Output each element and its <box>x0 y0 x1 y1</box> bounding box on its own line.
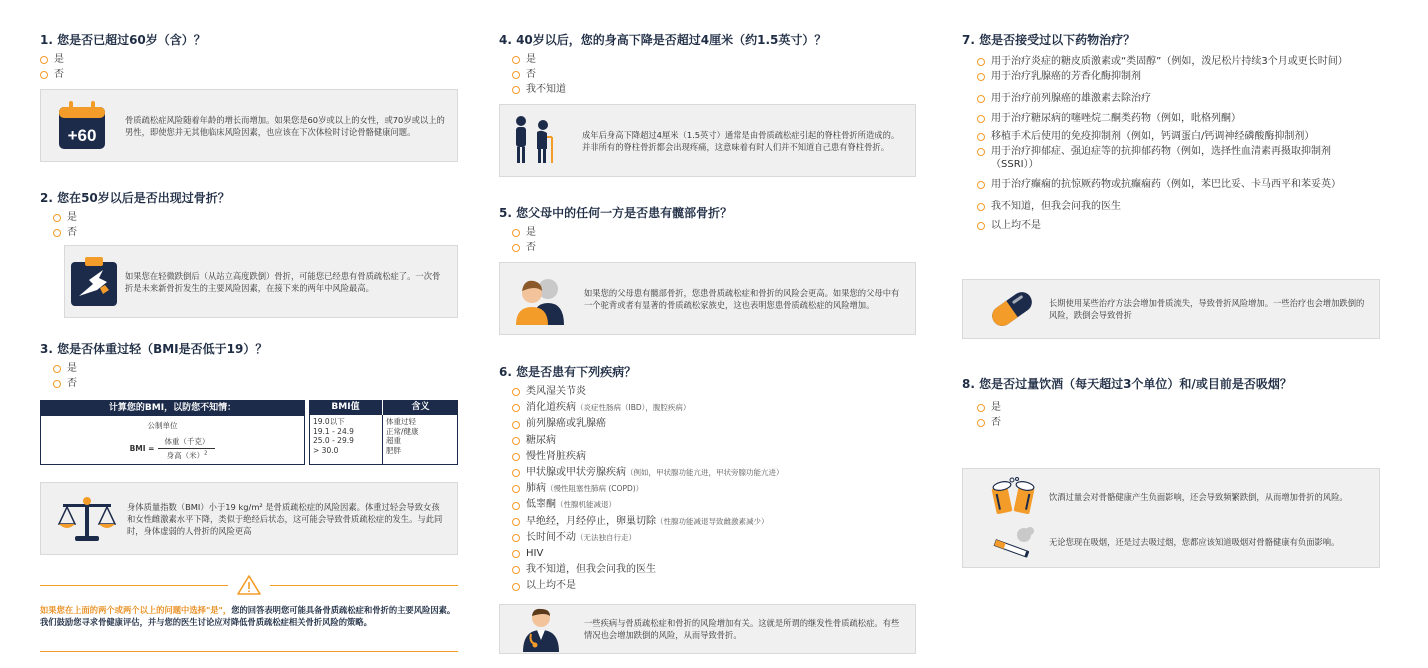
question-1 <box>40 31 206 82</box>
radio-button[interactable] <box>53 214 61 222</box>
q6-option[interactable]: 低睾酮 （性腺机能减退） <box>512 497 784 513</box>
q6-option[interactable]: 前列腺癌或乳腺癌 <box>512 416 784 432</box>
q4-info-box <box>499 104 916 177</box>
radio-button[interactable] <box>977 404 985 412</box>
q6-option[interactable]: 我不知道，但我会问我的医生 <box>512 562 784 578</box>
fracture-clipboard-icon <box>65 256 121 308</box>
radio-button[interactable] <box>53 229 61 237</box>
q6-option[interactable]: 以上均不是 <box>512 578 784 594</box>
q1-info-text: 骨质疏松症风险随着年龄的增长而增加。如果您是60岁或以上的女性，或70岁或以上的男性，即使您并无其他临床风险因素，也应该在下次体检时讨论骨骼健康问题。 <box>125 114 445 137</box>
metric-units-label: 公制单位 <box>147 421 178 430</box>
question-1-title: 1. 您是否已超过60岁（含）？ <box>40 33 206 47</box>
radio-button[interactable] <box>512 453 520 461</box>
table-cell: 19.0以下 <box>313 417 345 426</box>
question-4 <box>499 31 826 97</box>
question-3-title: 3. 您是否体重过轻（BMI是否低于19）？ <box>40 342 268 356</box>
radio-button[interactable] <box>977 73 985 81</box>
radio-button[interactable] <box>512 566 520 574</box>
warning-divider <box>40 574 458 596</box>
q2-option-no[interactable]: 否 <box>53 225 230 240</box>
radio-button[interactable] <box>512 485 520 493</box>
q6-option[interactable]: 甲状腺或甲状旁腺疾病 （例如，甲状腺功能亢进，甲状旁腺功能亢进） <box>512 465 784 481</box>
question-5 <box>499 204 732 255</box>
scale-balance-icon <box>41 494 119 544</box>
q7-info-text: 长期使用某些治疗方法会增加骨质流失，导致骨折风险增加。一些治疗也会增加跌倒的风险，跌倒会导致骨折 <box>1049 298 1365 320</box>
q5-info-box <box>499 262 916 335</box>
alcohol-info-text: 饮酒过量会对骨骼健康产生负面影响，还会导致频繁跌倒，从而增加骨折的风险。 <box>1049 492 1348 502</box>
q6-option[interactable]: 慢性肾脏疾病 <box>512 449 784 465</box>
q7-option[interactable]: 用于治疗炎症的糖皮质激素或“类固醇”（例如，泼尼松片持续3个月或更长时间） <box>977 54 1382 69</box>
table-cell: > 30.0 <box>313 445 339 455</box>
warning-body: 您的回答表明您可能具备骨质疏松症和骨折的主要风险因素。我们鼓励您寻求骨健康评估，并与您的医生讨论应对降低骨质疏松症相关骨折风险的策略。 <box>40 605 456 627</box>
question-2 <box>40 189 230 240</box>
q1-info-box <box>40 89 458 162</box>
warning-message <box>40 604 460 628</box>
radio-button[interactable] <box>512 244 520 252</box>
radio-button[interactable] <box>512 229 520 237</box>
question-8-title: 8. 您是否过量饮酒（每天超过3个单位）和/或目前是否吸烟？ <box>962 377 1292 391</box>
q7-option[interactable]: 我不知道，但我会问我的医生 <box>977 199 1382 214</box>
radio-button[interactable] <box>512 469 520 477</box>
radio-button[interactable] <box>977 222 985 230</box>
q5-info-text: 如果您的父母患有髋部骨折，您患骨质疏松症和骨折的风险会更高。如果您的父母中有一个驼背或者有显著的骨质疏松家族史，这也表明您患骨质疏松症的风险增加。 <box>584 287 900 310</box>
divider <box>40 651 458 652</box>
q2-option-yes[interactable]: 是 <box>53 210 230 225</box>
q3-option-yes[interactable]: 是 <box>53 361 267 376</box>
table-cell: 超重 <box>386 436 402 445</box>
q7-options-list <box>962 54 1382 233</box>
q6-option[interactable]: 消化道疾病 （炎症性肠病（IBD），腹腔疾病） <box>512 400 784 416</box>
posture-people-icon <box>500 115 570 167</box>
q2-info-box <box>64 245 458 318</box>
smoking-info-row <box>963 525 1379 559</box>
q6-options-list <box>499 384 784 595</box>
q2-info-text: 如果您在轻微跌倒后（从站立高度跌倒）骨折，可能您已经患有骨质疏松症了。一次骨折是未来新骨折发生的主要风险因素，在接下来的两年中风险最高。 <box>125 270 441 293</box>
doctor-icon <box>500 606 570 652</box>
radio-button[interactable] <box>512 421 520 429</box>
question-2-title: 2. 您在50岁以后是否出现过骨折？ <box>40 191 230 205</box>
radio-button[interactable] <box>977 95 985 103</box>
radio-button[interactable] <box>53 380 61 388</box>
question-8 <box>962 375 1292 430</box>
q5-option-no[interactable]: 否 <box>512 240 732 255</box>
q6-option[interactable]: 肺病 （慢性阻塞性肺病 (COPD)） <box>512 481 784 497</box>
bmi-col-meaning: 含义 <box>383 400 458 415</box>
question-4-title: 4. 40岁以后，您的身高下降是否超过4厘米（约1.5英寸）？ <box>499 33 827 47</box>
radio-button[interactable] <box>53 365 61 373</box>
bmi-numerator: 体重（千克） <box>158 436 215 449</box>
radio-button[interactable] <box>512 404 520 412</box>
q6-option[interactable]: 早绝经，月经停止，卵巢切除 （性腺功能减退导致雌激素减少） <box>512 514 784 530</box>
radio-button[interactable] <box>512 518 520 526</box>
radio-button[interactable] <box>977 115 985 123</box>
q6-option[interactable]: HIV <box>512 546 784 562</box>
question-6 <box>499 363 784 595</box>
warning-highlight: 如果您在上面的两个或两个以上的问题中选择"是"， <box>40 605 232 615</box>
q4-option-yes[interactable]: 是 <box>512 52 826 67</box>
radio-button[interactable] <box>512 86 520 94</box>
question-7-title: 7. 您是否接受过以下药物治疗？ <box>962 33 1136 47</box>
beer-mugs-icon <box>963 477 1045 517</box>
radio-button[interactable] <box>40 56 48 64</box>
smoking-info-text: 无论您现在吸烟，还是过去吸过烟，您都应该知道吸烟对骨骼健康有负面影响。 <box>1049 537 1340 547</box>
age-badge: +60 <box>67 125 97 145</box>
question-3 <box>40 340 267 391</box>
q1-option-yes[interactable]: 是 <box>40 52 206 67</box>
warning-triangle-icon <box>236 574 262 596</box>
table-cell: 体重过轻 <box>386 417 417 426</box>
q8-info-box <box>962 468 1380 568</box>
q4-option-unknown[interactable]: 我不知道 <box>512 82 826 97</box>
radio-button[interactable] <box>977 181 985 189</box>
q7-option[interactable]: 用于治疗乳腺癌的芳香化酶抑制剂 <box>977 69 1382 84</box>
radio-button[interactable] <box>977 203 985 211</box>
radio-button[interactable] <box>512 388 520 396</box>
q5-option-yes[interactable]: 是 <box>512 225 732 240</box>
q8-option-no[interactable]: 否 <box>977 415 1292 430</box>
q6-info-box <box>499 604 916 654</box>
parents-icon <box>500 273 570 325</box>
question-6-title: 6. 您是否患有下列疾病？ <box>499 365 637 379</box>
q4-info-text: 成年后身高下降超过4厘米（1.5英寸）通常是由骨质疏松症引起的脊柱骨折所造成的。并非所有的脊柱骨折都会出现疼痛，这意味着有时人们并不知道自己患有脊柱骨折。 <box>582 129 900 152</box>
cigarette-icon <box>963 525 1045 559</box>
q6-info-text: 一些疾病与骨质疏松症和骨折的风险增加有关。这就是所谓的继发性骨质疏松症。有些情况也会增加跌倒的风险，从而导致骨折。 <box>584 618 900 640</box>
bmi-calc-header: 计算您的BMI，以防您不知情： <box>41 401 304 416</box>
q7-option[interactable]: 用于治疗抑郁症、强迫症等的抗抑郁药物（例如，选择性血清素再摄取抑制剂（SSRI）） <box>977 145 1377 171</box>
pill-capsule-icon <box>963 287 1043 331</box>
q7-info-box <box>962 279 1380 339</box>
q7-option[interactable]: 移植手术后使用的免疫抑制剂（例如，钙调蛋白/钙调神经磷酸酶抑制剂） <box>977 129 1382 144</box>
radio-button[interactable] <box>512 534 520 542</box>
radio-button[interactable] <box>977 148 985 156</box>
bmi-denominator: 身高（米） <box>166 451 205 460</box>
radio-button[interactable] <box>512 437 520 445</box>
table-cell: 25.0 - 29.9 <box>313 436 354 445</box>
bmi-label: BMI = <box>129 444 155 453</box>
q6-option[interactable]: 长时间不动 （无法独自行走） <box>512 530 784 546</box>
radio-button[interactable] <box>512 583 520 591</box>
q8-option-yes[interactable]: 是 <box>977 400 1292 415</box>
radio-button[interactable] <box>977 58 985 66</box>
bmi-exponent: 2 <box>204 450 208 457</box>
table-cell: 正常/健康 <box>386 426 419 436</box>
q3-option-no[interactable]: 否 <box>53 376 267 391</box>
q7-option[interactable]: 以上均不是 <box>977 218 1382 233</box>
bmi-calculator <box>40 400 305 465</box>
q3-info-text: 身体质量指数（BMI）小于19 kg/m² 是骨质疏松症的风险因素。体重过轻会导致女孩和女性雌激素水平下降，类似于绝经后状态，这可能会导致骨质疏松症的发生。与此同时，身体虚弱的人骨折的风险更高 <box>127 501 443 536</box>
radio-button[interactable] <box>512 56 520 64</box>
q7-option[interactable]: 用于治疗癫痫的抗惊厥药物或抗癫痫药（例如，苯巴比妥、卡马西平和苯妥英） <box>977 177 1382 192</box>
radio-button[interactable] <box>40 71 48 79</box>
bmi-values-cell <box>310 415 383 464</box>
radio-button[interactable] <box>512 502 520 510</box>
q7-option[interactable]: 用于治疗前列腺癌的雄激素去除治疗 <box>977 91 1382 106</box>
calendar-60-icon <box>41 99 111 153</box>
q6-option[interactable]: 类风湿关节炎 <box>512 384 784 400</box>
table-cell: 19.1 - 24.9 <box>313 426 354 436</box>
q6-option[interactable]: 糖尿病 <box>512 433 784 449</box>
radio-button[interactable] <box>512 550 520 558</box>
q4-option-no[interactable]: 否 <box>512 67 826 82</box>
table-cell: 肥胖 <box>386 445 402 455</box>
radio-button[interactable] <box>977 419 985 427</box>
radio-button[interactable] <box>977 133 985 141</box>
radio-button[interactable] <box>512 71 520 79</box>
q7-option[interactable]: 用于治疗糖尿病的噻唑烷二酮类药物（例如，吡格列酮） <box>977 111 1382 126</box>
bmi-formula <box>41 436 304 461</box>
question-5-title: 5. 您父母中的任何一方是否患有髋部骨折？ <box>499 206 733 220</box>
bmi-col-value: BMI值 <box>309 400 383 415</box>
q1-option-no[interactable]: 否 <box>40 67 206 82</box>
alcohol-info-row <box>963 477 1379 517</box>
q3-info-box <box>40 482 458 555</box>
bmi-table <box>309 400 458 465</box>
bmi-meanings-cell <box>383 415 457 464</box>
question-7 <box>962 31 1382 233</box>
